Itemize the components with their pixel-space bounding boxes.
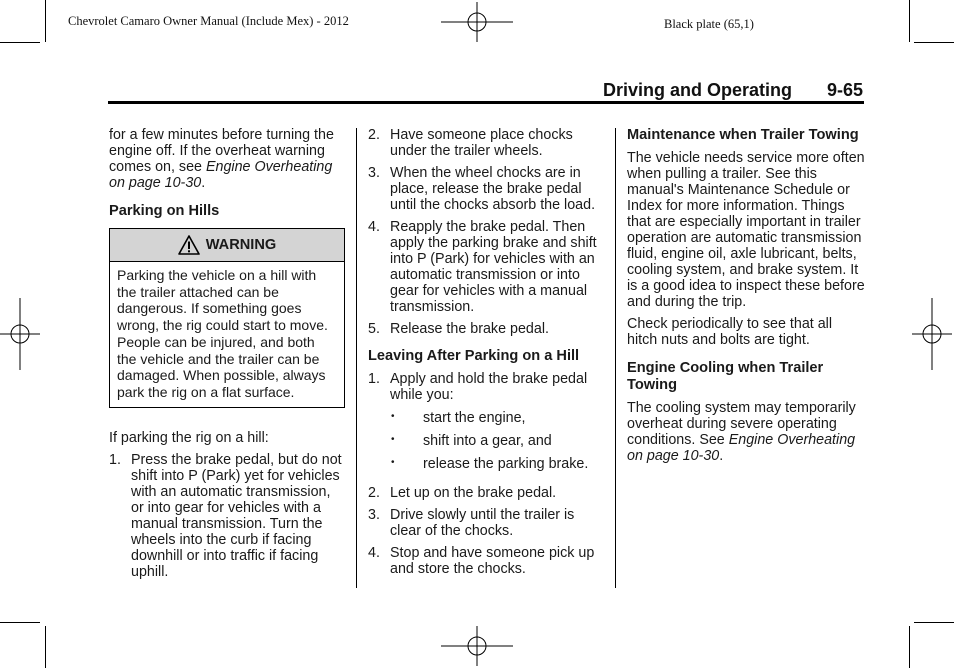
column-divider (356, 128, 357, 588)
list-item: 5. Release the brake pedal. (368, 321, 549, 337)
hill-intro: If parking the rig on a hill: (109, 429, 269, 446)
engine-cooling-heading: Engine Cooling when Trailer Towing (627, 360, 824, 393)
book-title: Chevrolet Camaro Owner Manual (Include Mex) - 2012 (68, 14, 349, 28)
warning-header (110, 229, 344, 262)
warning-box (109, 228, 345, 408)
leaving-steps-list (368, 371, 606, 577)
list-item: • shift into a gear, and (391, 433, 552, 449)
engine-cooling-paragraph: The cooling system may temporarily overheat during severe operating conditions. See Engine Overheating on page 10-30. (627, 400, 856, 464)
plate-label: Black plate (65,1) (664, 17, 754, 31)
page-number: 9-65 (827, 80, 864, 100)
parking-steps-list (368, 127, 606, 337)
header-rule (108, 101, 864, 104)
crop-mark (909, 0, 910, 42)
crop-mark (45, 0, 46, 42)
cross-reference-link[interactable]: Engine Overheating on page 10-30 (109, 159, 333, 191)
list-item: • start the engine, (391, 410, 526, 426)
leaving-heading: Leaving After Parking on a Hill (368, 348, 580, 364)
crop-mark (914, 42, 954, 43)
intro-paragraph: for a few minutes before turning the engine off. If the overheat warning comes on, see Engine Overheating on page 10-30. (109, 127, 334, 191)
list-item: 2. Have someone place chocks under the trailer wheels. (368, 127, 573, 159)
crop-mark (45, 626, 46, 668)
list-item: 3. When the wheel chocks are in place, release the brake pedal until the chocks absorb the load. (368, 165, 596, 213)
column-2 (368, 127, 606, 583)
maintenance-paragraph: The vehicle needs service more often when pulling a trailer. See this manual's Maintenance Schedule or Index for more information. Things that are especially important in trailer operation are automatic transmission fluid, engine oil, axle lubricant, belts, cooling system, and brake system. It is a good idea to inspect these before and during the trip. (627, 150, 865, 310)
crop-mark (0, 622, 40, 623)
maintenance-check-paragraph: Check periodically to see that all hitch nuts and bolts are tight. (627, 316, 833, 348)
crop-mark (0, 42, 40, 43)
column-3 (627, 127, 865, 470)
list-item: 2. Let up on the brake pedal. (368, 485, 557, 501)
registration-mark-icon (441, 2, 513, 42)
bullet-list (368, 410, 606, 479)
registration-mark-icon (441, 626, 513, 666)
registration-mark-icon (912, 298, 952, 370)
column-divider (615, 128, 616, 588)
list-item: 3. Drive slowly until the trailer is clear of the chocks. (368, 507, 575, 539)
registration-mark-icon (0, 298, 40, 370)
warning-body: Parking the vehicle on a hill with the trailer attached can be dangerous. If something goes wrong, the rig could start to move. People can be injured, and both the vehicle and the trailer can be damaged. When possible, always park the rig on a flat surface. (117, 267, 328, 400)
warning-triangle-icon (178, 235, 200, 255)
list-item: 4. Reapply the brake pedal. Then apply the parking brake and shift into P (Park) for vehicles with an automatic transmission or into gear for vehicles with a manual transmission. (368, 219, 597, 315)
maintenance-heading: Maintenance when Trailer Towing (627, 127, 859, 143)
section-title: Driving and Operating (603, 80, 793, 100)
list-item: 1. Press the brake pedal, but do not shift into P (Park) yet for vehicles with an automatic transmission, or into gear for vehicles with a manual transmission. Turn the wheels into the curb if facing downhill or into traffic if facing uphill. (109, 451, 342, 580)
list-item: • release the parking brake. (391, 456, 589, 472)
parking-steps-list (109, 452, 347, 580)
list-item: 4. Stop and have someone pick up and store the chocks. (368, 545, 595, 577)
warning-title: WARNING (205, 237, 277, 253)
crop-mark (909, 626, 910, 668)
cross-reference-link[interactable]: Engine Overheating on page 10-30 (627, 432, 856, 464)
column-1 (109, 127, 347, 586)
list-item: 1. Apply and hold the brake pedal while you: • start the engine, • shift into a gear, and • release the parking brake. (368, 371, 606, 479)
crop-mark (914, 622, 954, 623)
parking-on-hills-heading: Parking on Hills (109, 203, 220, 219)
